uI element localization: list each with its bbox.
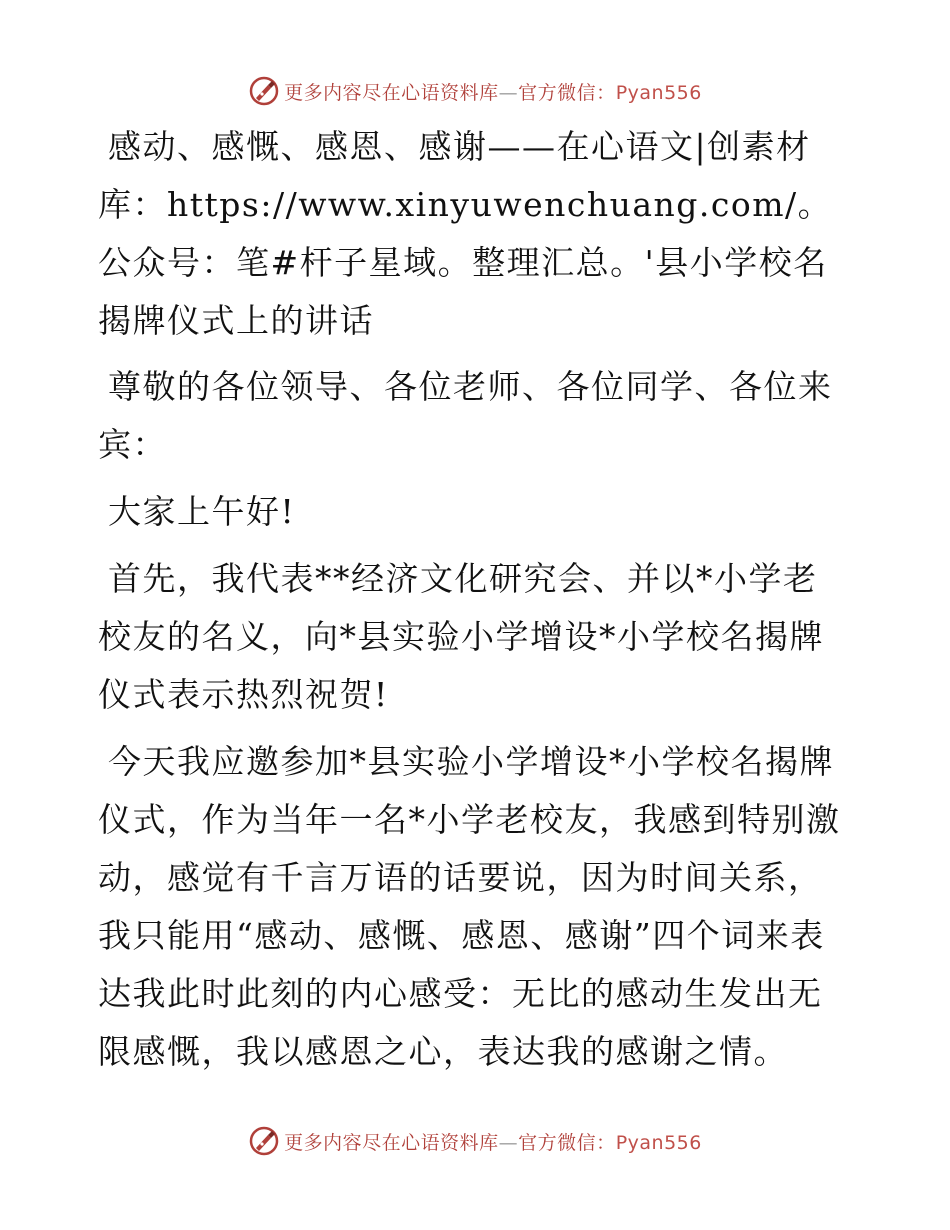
document-body bbox=[98, 118, 850, 1090]
watermark-suffix: 官方微信： bbox=[518, 81, 616, 104]
top-watermark-banner bbox=[0, 71, 950, 111]
watermark-suffix: 官方微信： bbox=[518, 1131, 616, 1154]
watermark-prefix: 更多内容尽在心语资料库 bbox=[284, 1131, 499, 1154]
watermark-separator: — bbox=[498, 1131, 519, 1154]
watermark-wechat-id: Pyan556 bbox=[615, 81, 702, 104]
feelings-paragraph: 今天我应邀参加*县实验小学增设*小学校名揭牌仪式，作为当年一名*小学老校友，我感到特别激动，感觉有千言万语的话要说，因为时间关系，我只能用“感动、感慨、感恩、感谢”四个词来表达我此时此刻的内心感受：无比的感动生发出无限感慨，我以感恩之心，表达我的感谢之情。 bbox=[98, 742, 841, 1071]
watermark-text bbox=[284, 1128, 702, 1155]
watermark-separator: — bbox=[498, 81, 519, 104]
congratulation-paragraph: 首先，我代表**经济文化研究会、并以*小学老校友的名义，向*县实验小学增设*小学校名揭牌仪式表示热烈祝贺! bbox=[98, 559, 824, 714]
watermark-text bbox=[284, 78, 702, 105]
greeting-paragraph: 大家上午好! bbox=[108, 492, 296, 531]
pen-logo-icon bbox=[248, 1125, 280, 1157]
header-paragraph: 感动、感慨、感恩、感谢——在心语文|创素材库：https://www.xinyuwenchuang.com/。公众号：笔#杆子星域。整理汇总。'县小学校名揭牌仪式上的讲话 bbox=[98, 127, 833, 340]
salutation-paragraph: 尊敬的各位领导、各位老师、各位同学、各位来宾： bbox=[98, 367, 833, 464]
bottom-watermark-banner bbox=[0, 1121, 950, 1161]
watermark-prefix: 更多内容尽在心语资料库 bbox=[284, 81, 499, 104]
watermark-wechat-id: Pyan556 bbox=[615, 1131, 702, 1154]
pen-logo-icon bbox=[248, 75, 280, 107]
